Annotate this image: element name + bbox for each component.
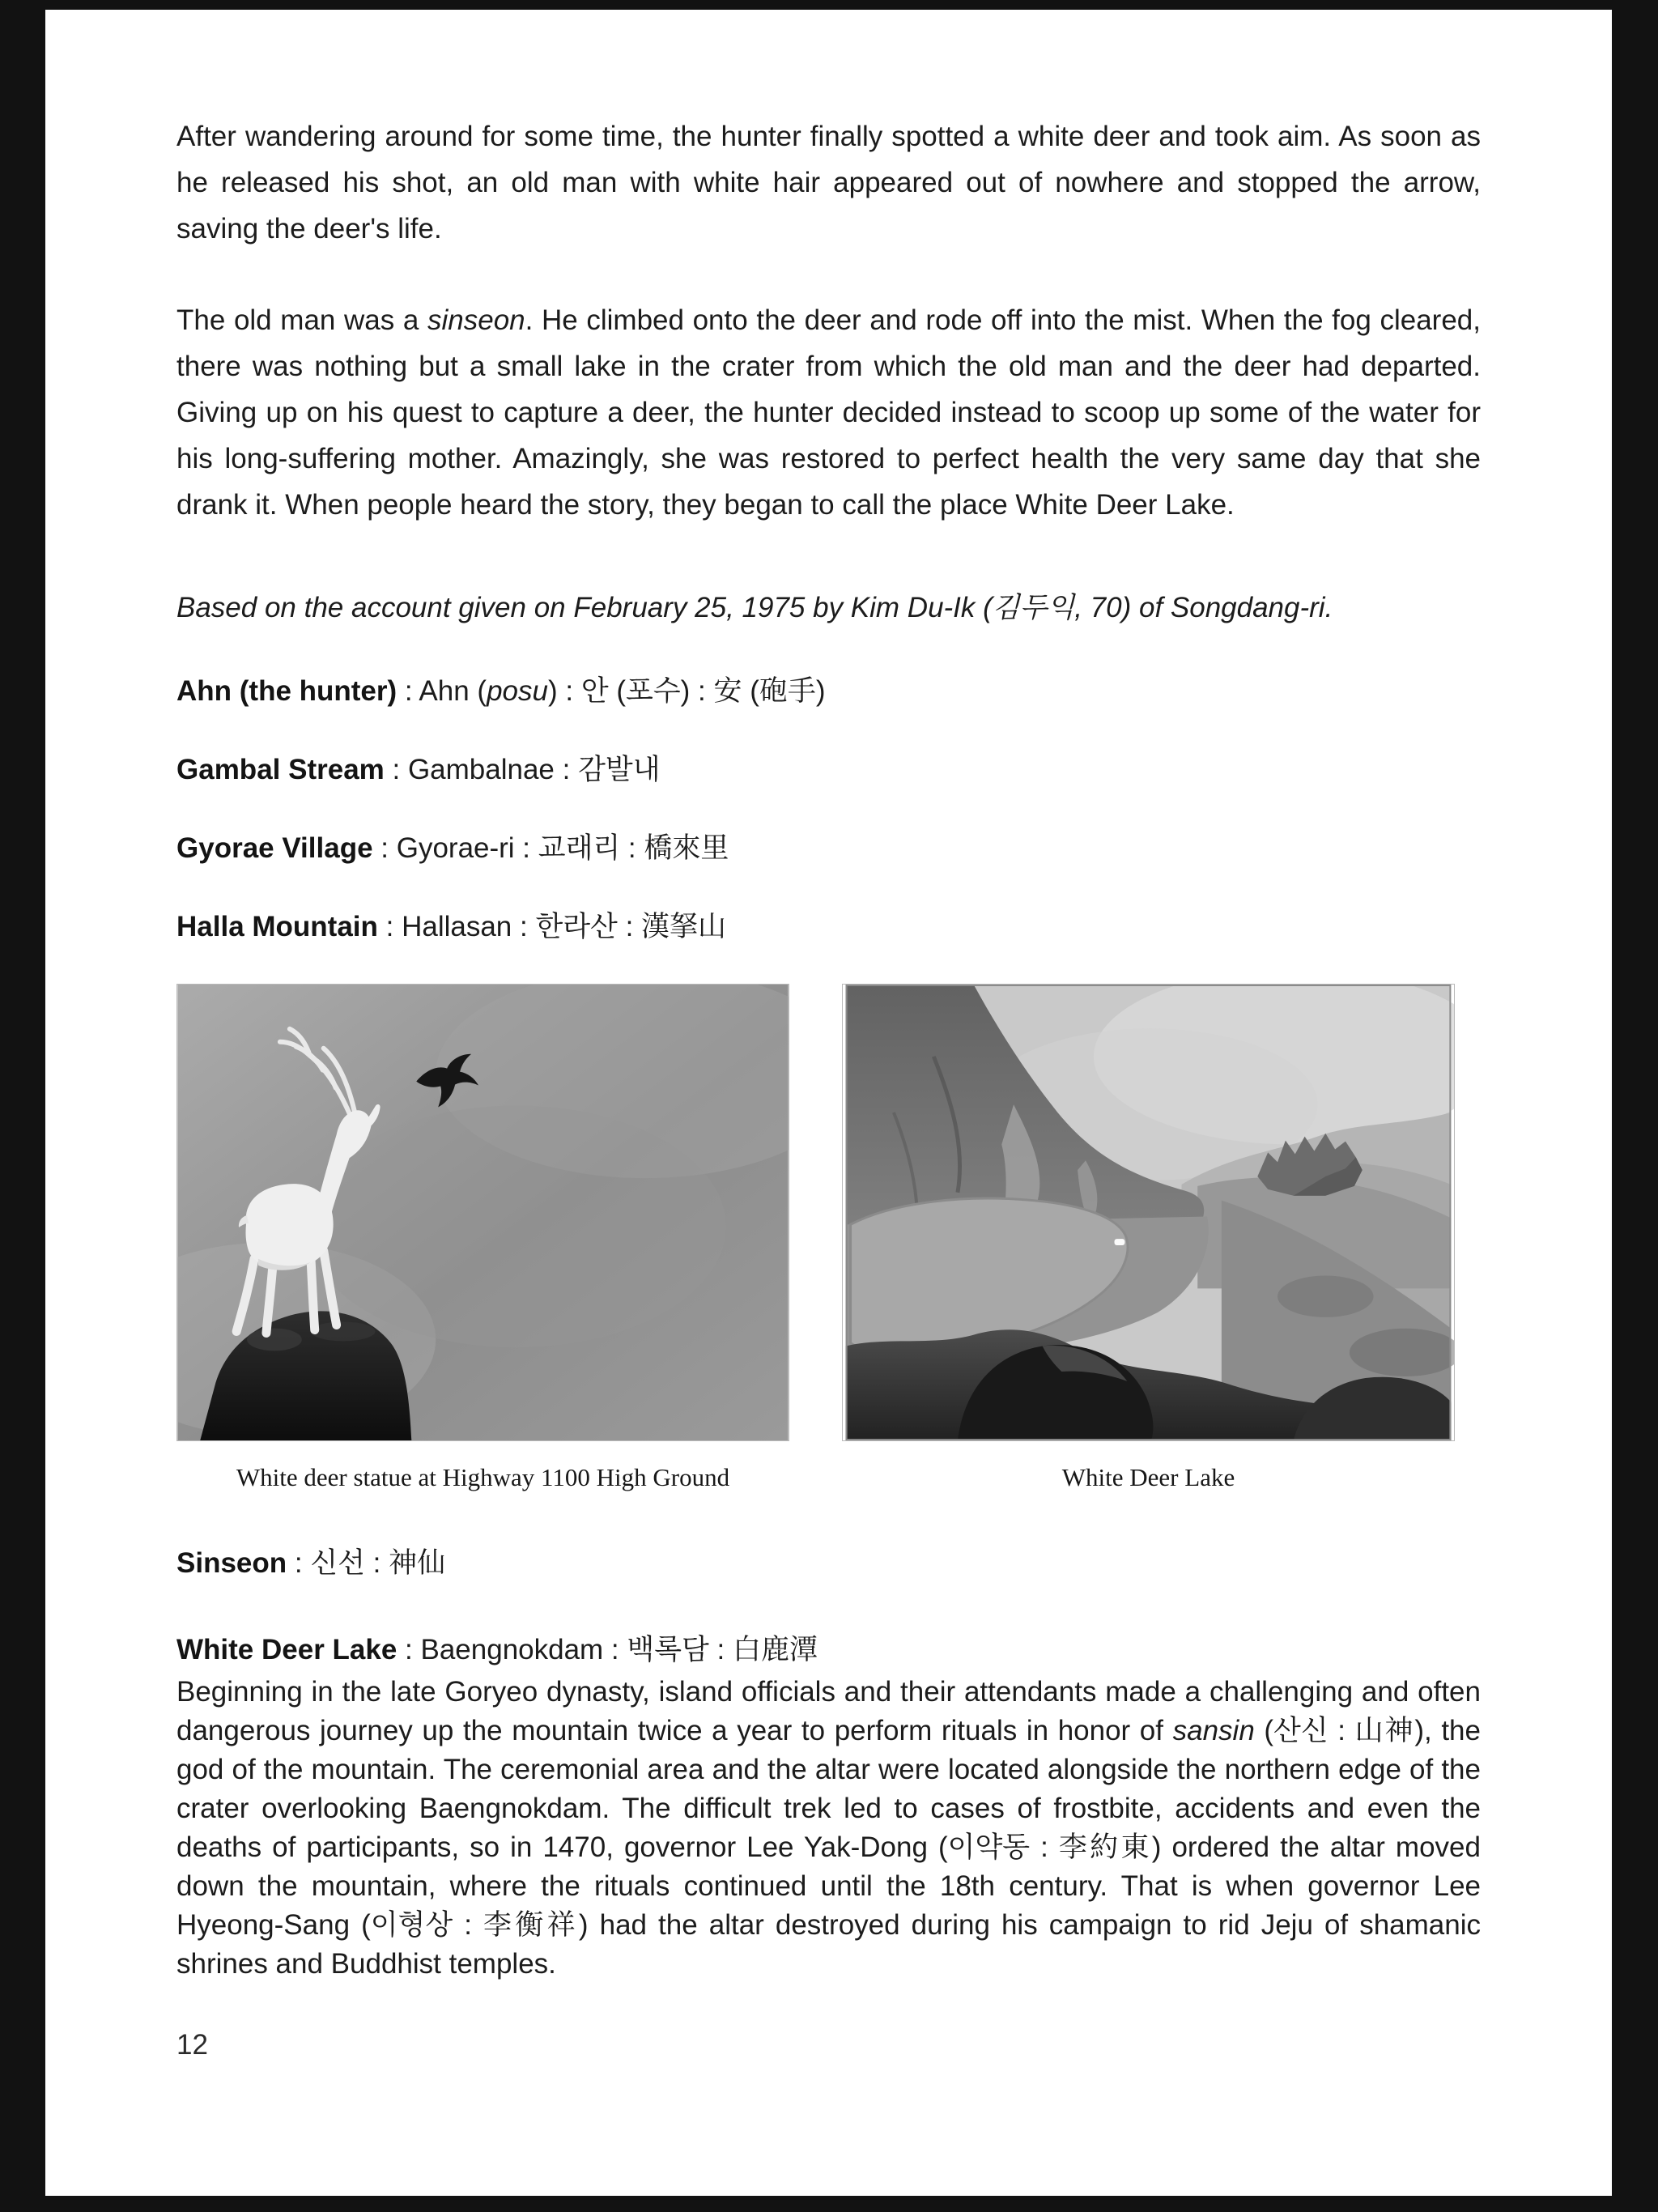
history-italic-term: sansin bbox=[1172, 1715, 1255, 1746]
glossary-gambal-rest: : Gambalnae : 감발내 bbox=[384, 754, 661, 785]
page-number: 12 bbox=[176, 2029, 208, 2061]
history-text-post: (산신 : 山神), the god of the mountain. The ceremonial area and the altar were located alongside the northern edge of the crater overlooking Baengnokdam. The difficult trek led to cases of frostbite, accidents and even the deaths of participants, so in 1470, governor Lee Yak-Dong (이약동 : 李約東) ordered the altar moved down the mountain, where the rituals continued until the 18th century. That is when governor Lee Hyeong-Sang (이형상 : 李衡祥) had the altar destroyed during his campaign to rid Jeju of shamanic shrines and Buddhist temples. bbox=[176, 1715, 1481, 1980]
glossary-entry-gyorae-village bbox=[176, 830, 1481, 866]
glossary-entry-white-deer-lake bbox=[176, 1631, 1481, 1668]
figure-row bbox=[176, 984, 1481, 1493]
glossary-halla-rest: : Hallasan : 한라산 : 漢拏山 bbox=[377, 911, 727, 942]
paragraph-sinseon-story bbox=[176, 297, 1481, 528]
glossary-term-sinseon: Sinseon bbox=[176, 1547, 287, 1579]
glossary-ahn-mid2: ) : 안 (포수) : 安 (砲手) bbox=[548, 675, 826, 707]
caption-deer-statue: White deer statue at Highway 1100 High Ground bbox=[236, 1463, 730, 1491]
glossary-term-gambal: Gambal Stream bbox=[176, 754, 385, 785]
glossary-entry-halla-mountain bbox=[176, 908, 1481, 945]
glossary-ahn-mid1: : Ahn ( bbox=[397, 675, 487, 707]
paragraph-history bbox=[176, 1673, 1481, 1984]
story-italic-term: sinseon bbox=[427, 304, 525, 336]
glossary-wdl-rest: : Baengnokdam : 백록담 : 白鹿潭 bbox=[397, 1634, 818, 1665]
story-text-pre: The old man was a bbox=[176, 304, 427, 336]
figure-white-deer-lake bbox=[842, 984, 1455, 1493]
glossary-term-white-deer-lake: White Deer Lake bbox=[176, 1634, 397, 1665]
glossary-gyorae-rest: : Gyorae-ri : 교래리 : 橋來里 bbox=[372, 832, 729, 864]
history-text-pre: Beginning in the late Goryeo dynasty, island officials and their attendants made a challenging and often dangerous journey up the mountain twice a year to perform rituals in honor of bbox=[176, 1676, 1481, 1746]
figure-deer-statue bbox=[176, 984, 789, 1493]
glossary-term-halla: Halla Mountain bbox=[176, 911, 378, 942]
glossary-entry-ahn bbox=[176, 673, 1481, 709]
caption-white-deer-lake: White Deer Lake bbox=[1061, 1463, 1235, 1491]
glossary-sinseon-rest: : 신선 : 神仙 bbox=[287, 1547, 446, 1579]
paragraph-hunter-text: After wandering around for some time, the hunter finally spotted a white deer and took aim. As soon as he released his shot, an old man with white hair appeared out of nowhere and stopped the arrow, saving the deer's life. bbox=[176, 121, 1481, 245]
glossary-term-gyorae: Gyorae Village bbox=[176, 832, 373, 864]
white-deer-statue-photo bbox=[176, 984, 789, 1441]
glossary-term-ahn: Ahn (the hunter) bbox=[176, 675, 397, 707]
white-deer-lake-photo bbox=[842, 984, 1455, 1441]
document-page bbox=[45, 10, 1612, 2196]
story-text-post: . He climbed onto the deer and rode off into the mist. When the fog cleared, there was nothing but a small lake in the crater from which the old man and the deer had departed. Giving up on his quest to capture a deer, the hunter decided instead to scoop up some of the water for his long-suffering mother. Amazingly, she was restored to perfect health the very same day that she drank it. When people heard the story, they began to call the place White Deer Lake. bbox=[176, 304, 1481, 521]
glossary-ahn-italic: posu bbox=[487, 675, 548, 707]
glossary-entry-gambal-stream bbox=[176, 751, 1481, 788]
paragraph-hunter bbox=[176, 113, 1481, 252]
glossary-entry-sinseon bbox=[176, 1545, 1481, 1581]
attribution-line: Based on the account given on February 25, 1975 by Kim Du-Ik (김두익, 70) of Songdang-ri. bbox=[176, 592, 1333, 623]
